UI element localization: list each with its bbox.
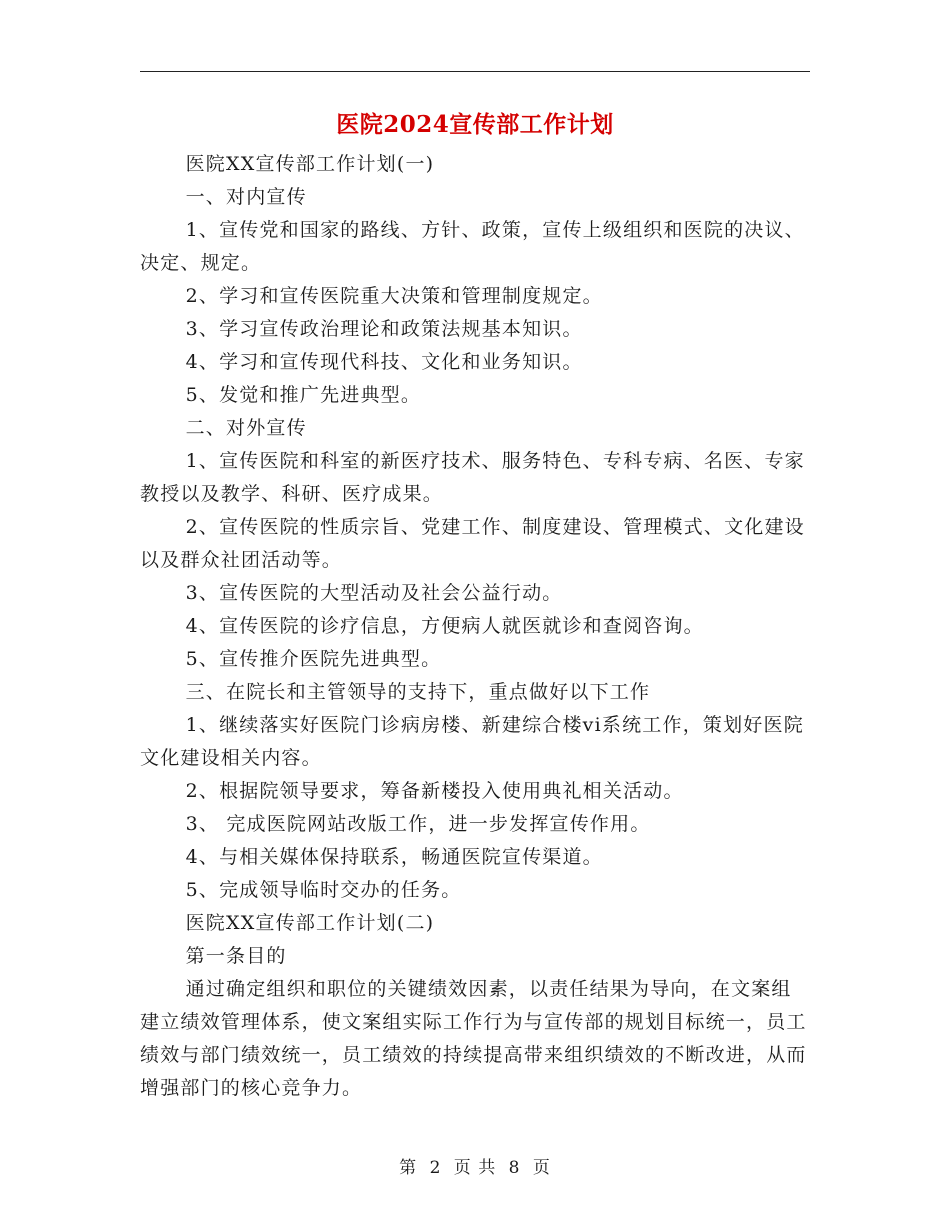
paragraph: 通过确定组织和职位的关键绩效因素，以责任结果为导向，在文案组建立绩效管理体系，使文案组实际工作行为与宣传部的规划目标统一，员工绩效与部门绩效统一，员工绩效的持续提高带来组织绩效的不断改进，从而增强部门的核心竞争力。: [140, 978, 807, 1099]
paragraph: 3、 完成医院网站改版工作，进一步发挥宣传作用。: [185, 813, 651, 835]
paragraph: 1、宣传党和国家的路线、方针、政策，宣传上级组织和医院的决议、决定、规定。: [140, 219, 805, 274]
paragraph: 医院XX宣传部工作计划(二): [185, 912, 435, 934]
document-title: 医院2024宣传部工作计划: [336, 111, 614, 138]
paragraph: 5、发觉和推广先进典型。: [185, 384, 422, 406]
footer-suffix: 页: [532, 1158, 551, 1178]
paragraph: 5、宣传推介医院先进典型。: [185, 648, 442, 670]
paragraph: 三、在院长和主管领导的支持下，重点做好以下工作: [185, 681, 651, 703]
paragraph: 1、宣传医院和科室的新医疗技术、服务特色、专科专病、名医、专家教授以及教学、科研、医疗成果。: [140, 450, 805, 505]
paragraph: 一、对内宣传: [185, 186, 307, 208]
paragraph: 第一条目的: [185, 945, 287, 967]
paragraph: 二、对外宣传: [185, 417, 307, 439]
paragraph: 2、宣传医院的性质宗旨、党建工作、制度建设、管理模式、文化建设以及群众社团活动等。: [140, 516, 805, 571]
paragraph: 5、完成领导临时交办的任务。: [185, 879, 462, 901]
page-number: 2: [429, 1158, 442, 1178]
paragraph: 3、学习宣传政治理论和政策法规基本知识。: [185, 318, 583, 340]
paragraph: 1、继续落实好医院门诊病房楼、新建综合楼vi系统工作，策划好医院文化建设相关内容。: [140, 714, 804, 769]
header-rule: [140, 71, 810, 72]
paragraph: 2、根据院领导要求，筹备新楼投入使用典礼相关活动。: [185, 780, 684, 802]
footer-middle: 页 共: [453, 1158, 497, 1178]
paragraph: 医院XX宣传部工作计划(一): [185, 153, 435, 175]
paragraph: 3、宣传医院的大型活动及社会公益行动。: [185, 582, 563, 604]
paragraph: 4、与相关媒体保持联系，畅通医院宣传渠道。: [185, 846, 603, 868]
paragraph: 2、学习和宣传医院重大决策和管理制度规定。: [185, 285, 603, 307]
page-total: 8: [508, 1158, 521, 1178]
footer-prefix: 第: [399, 1158, 418, 1178]
paragraph: 4、学习和宣传现代科技、文化和业务知识。: [185, 351, 583, 373]
paragraph: 4、宣传医院的诊疗信息，方便病人就医就诊和查阅咨询。: [185, 615, 704, 637]
document-body: [140, 148, 810, 1105]
page-footer: [0, 1153, 950, 1178]
